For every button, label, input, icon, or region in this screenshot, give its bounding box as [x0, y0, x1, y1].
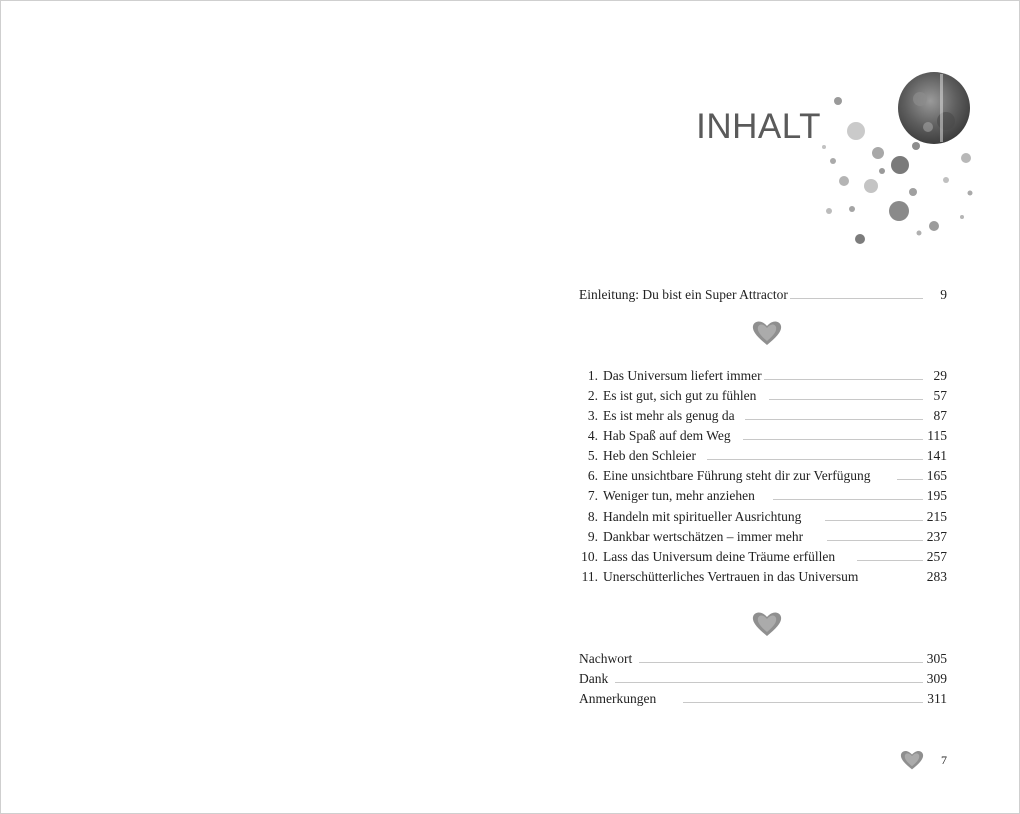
chapter-number: 8. — [587, 509, 598, 524]
heart-icon — [899, 749, 925, 771]
toc-entry-page: 195 — [925, 486, 947, 506]
toc-entry-nachwort — [579, 649, 947, 669]
toc-entry-title: Handeln mit spiritueller Ausrichtung — [603, 507, 803, 527]
toc-entry-page: 305 — [925, 649, 947, 669]
toc-entry-chapter-2 — [579, 386, 947, 406]
toc-entry-title: Das Universum liefert immer — [603, 366, 764, 386]
chapter-number: 10. — [581, 549, 598, 564]
toc-entry-page: 87 — [932, 406, 948, 426]
toc-entry-chapter-11 — [579, 567, 947, 587]
dot-leader — [707, 459, 923, 460]
toc-entry-page: 257 — [925, 547, 947, 567]
chapter-number: 7. — [587, 488, 598, 503]
toc-entry-chapter-7 — [579, 486, 947, 506]
toc-entry-chapter-3 — [579, 406, 947, 426]
dot-leader — [745, 419, 923, 420]
toc-entry-chapter-4 — [579, 426, 947, 446]
toc-entry-page: 311 — [925, 689, 947, 709]
chapter-number: 4. — [587, 428, 598, 443]
toc-entry-intro — [579, 285, 947, 305]
toc-entry-title: Nachwort — [579, 649, 634, 669]
toc-entry-title: Anmerkungen — [579, 689, 658, 709]
toc-entry-title: Lass das Universum deine Träume erfüllen — [603, 547, 837, 567]
toc-entry-chapter-9 — [579, 527, 947, 547]
toc-entry-chapter-6 — [579, 466, 947, 486]
toc-entry-title: Eine unsichtbare Führung steht dir zur Verfügung — [603, 466, 872, 486]
toc-entry-page: 309 — [925, 669, 947, 689]
dot-leader — [615, 682, 923, 683]
dot-leader — [639, 662, 923, 663]
toc-entry-page: 237 — [925, 527, 947, 547]
dot-leader — [779, 298, 923, 299]
toc-entry-page: 141 — [925, 446, 947, 466]
chapter-number: 5. — [587, 448, 598, 463]
toc-entry-title: Heb den Schleier — [603, 446, 698, 466]
chapter-number: 1. — [587, 368, 598, 383]
toc-entry-page: 57 — [932, 386, 948, 406]
page-number: 7 — [941, 753, 947, 767]
chapter-number: 2. — [587, 388, 598, 403]
toc-entry-title: Es ist mehr als genug da — [603, 406, 737, 426]
toc-entry-title: Dankbar wertschätzen – immer mehr — [603, 527, 805, 547]
dot-leader — [769, 399, 923, 400]
toc-entry-title: Es ist gut, sich gut zu fühlen — [603, 386, 758, 406]
toc-entry-page: 29 — [932, 366, 948, 386]
dot-leader — [749, 379, 923, 380]
toc-entry-chapter-8 — [579, 507, 947, 527]
toc-entry-chapter-1 — [579, 366, 947, 386]
chapter-number: 6. — [587, 468, 598, 483]
toc-entry-chapter-5 — [579, 446, 947, 466]
watercolor-moon-icon — [816, 69, 981, 254]
toc-entry-title: Hab Spaß auf dem Weg — [603, 426, 733, 446]
toc-entry-page: 165 — [925, 466, 947, 486]
toc-entry-title: Dank — [579, 669, 610, 689]
toc-entry-page: 283 — [925, 567, 947, 587]
toc-entry-chapter-10 — [579, 547, 947, 567]
chapter-number: 9. — [587, 529, 598, 544]
toc-entry-title: Unerschütterliches Vertrauen in das Universum — [603, 567, 860, 587]
dot-leader — [897, 479, 923, 480]
dot-leader — [683, 702, 923, 703]
heart-icon — [751, 319, 783, 347]
dot-leader — [827, 540, 923, 541]
heart-icon — [751, 610, 783, 638]
dot-leader — [773, 499, 923, 500]
dot-leader — [825, 520, 923, 521]
toc-entry-dank — [579, 669, 947, 689]
chapter-number: 3. — [587, 408, 598, 423]
toc-entry-title: Weniger tun, mehr anziehen — [603, 486, 757, 506]
chapter-number: 11. — [581, 569, 598, 584]
toc-entry-page: 9 — [938, 285, 947, 305]
page-title: INHALT — [696, 107, 821, 146]
dot-leader — [857, 560, 923, 561]
dot-leader — [743, 439, 923, 440]
toc-entry-page: 215 — [925, 507, 947, 527]
toc-entry-title: Einleitung: Du bist ein Super Attractor — [579, 285, 790, 305]
toc-entry-anmerkungen — [579, 689, 947, 709]
toc-entry-page: 115 — [925, 426, 947, 446]
